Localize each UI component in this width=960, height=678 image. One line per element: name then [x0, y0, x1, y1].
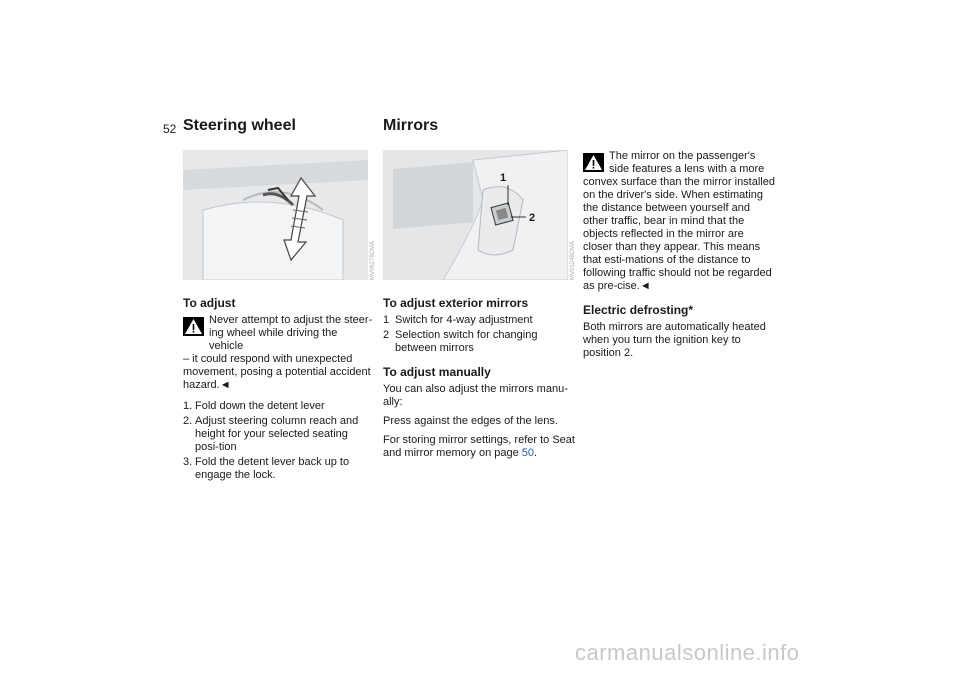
steering-illustration: [183, 150, 368, 280]
steering-column: [183, 296, 373, 484]
section-title-mirrors: Mirrors: [383, 117, 439, 134]
warning-icon: [583, 153, 604, 172]
list-item: 1 Switch for 4-way adjustment: [383, 314, 533, 326]
list-item: 2 Selection switch for changing between mirrors: [383, 329, 538, 354]
manual-paragraph-2: Press against the edges of the lens.: [383, 415, 558, 427]
exterior-mirrors-heading: To adjust exterior mirrors: [383, 296, 529, 310]
figure-code-mirrors: MV01248CMA: [570, 240, 576, 280]
warning-icon: [183, 317, 204, 336]
mirrors-column: [383, 296, 575, 466]
manual-paragraph-1: You can also adjust the mirrors manu-ally:: [383, 383, 568, 408]
mirror-switch-figure: [383, 150, 568, 280]
callout-2: 2: [529, 212, 536, 224]
adjust-manually-heading: To adjust manually: [383, 365, 491, 379]
list-item: 1. Fold down the detent lever: [183, 400, 325, 412]
mirror-illustration: [383, 150, 568, 280]
mirror-parts-list: [383, 314, 575, 355]
to-adjust-heading: To adjust: [183, 296, 236, 310]
defrost-paragraph: Both mirrors are automatically heated when you turn the ignition key to position 2.: [583, 321, 766, 359]
list-item: 3. Fold the detent lever back up to engage the lock.: [183, 456, 350, 481]
page-link[interactable]: 50: [521, 447, 535, 459]
watermark: carmanualsonline.info: [575, 640, 800, 665]
callout-1: 1: [500, 172, 507, 184]
list-item: 2. Adjust steering column reach and height for your selected seating posi-tion: [183, 415, 359, 453]
steering-warning: Never attempt to adjust the steer- ing wheel while driving the vehicle – it could respond with unexpected movement, posing a potential accident hazard.◄: [183, 314, 373, 391]
electric-defrosting-heading: Electric defrosting*: [583, 303, 694, 317]
steering-steps: [183, 400, 373, 482]
mirror-warning-column: [583, 150, 775, 366]
mirror-switch-icon: [491, 203, 513, 225]
page-number: 52: [163, 122, 177, 136]
steering-wheel-figure: [183, 150, 368, 280]
manual-paragraph-3: For storing mirror settings, refer to Seat and mirror memory on page 50.: [383, 434, 575, 459]
section-title-steering: Steering wheel: [183, 117, 296, 134]
figure-code-steering: MV06278CMA: [370, 240, 376, 280]
mirror-warning: The mirror on the passenger's side features a lens with a more convex surface than the mirror installed on the driver's side. When estimating the distance between yourself and other traffic, bear in mind that the objects reflected in the mirror are closer than they appear. This means that esti-mations of the distance to following traffic should not be regarded as pre-cise.◄: [583, 150, 775, 292]
